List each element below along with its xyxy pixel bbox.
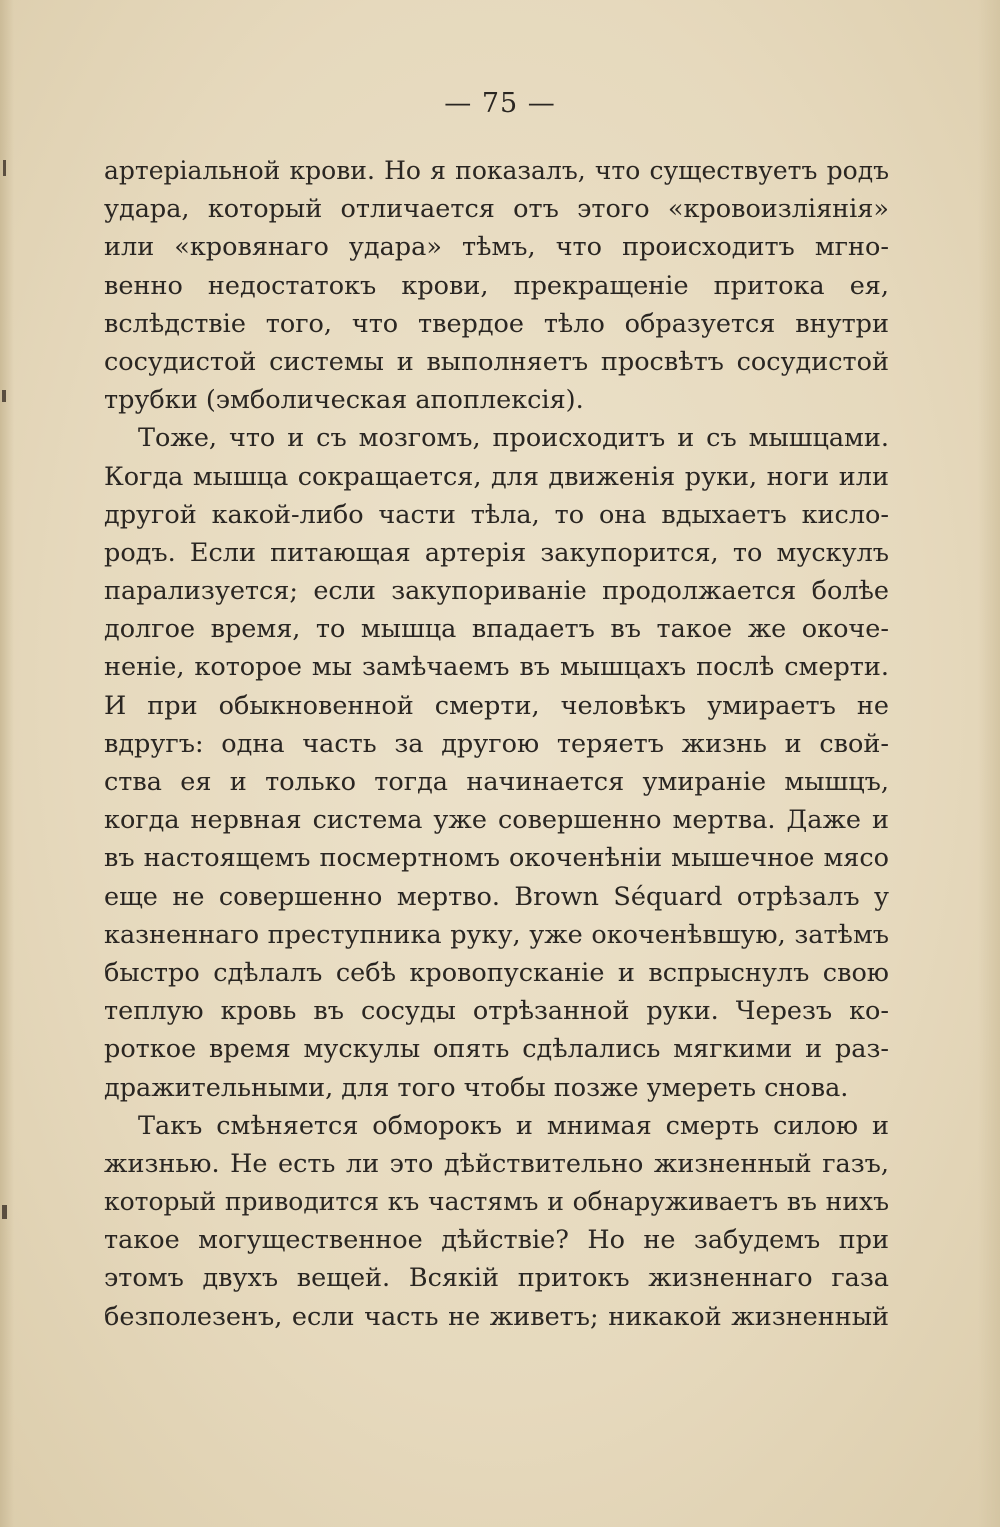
text-line: удара, который отличается отъ этого «кровоизліянія» (104, 194, 889, 225)
text-line: долгое время, то мышца впадаетъ въ такое же окоче- (104, 614, 889, 645)
text-line: артеріальной крови. Но я показалъ, что существуетъ родъ (104, 156, 889, 185)
margin-mark (2, 1205, 7, 1219)
page-number: — 75 — (444, 88, 556, 119)
text-line: который приводится къ частямъ и обнаруживаетъ въ нихъ (104, 1187, 889, 1217)
text-line: вслѣдствіе того, что твердое тѣло образуется внутри (104, 308, 889, 339)
text-line: ства ея и только тогда начинается умираніе мышцъ, (104, 767, 889, 797)
text-line: родъ. Если питающая артерія закупорится, то мускулъ (104, 537, 889, 568)
text-line: другой какой-либо части тѣла, то она вдыхаетъ кисло- (104, 499, 889, 530)
text-line: дражительными, для того чтобы позже умереть снова. (104, 1072, 849, 1103)
text-line: Такъ смѣняется обморокъ и мнимая смерть силою и (138, 1110, 889, 1141)
text-line: когда нервная система уже совершенно мертва. Даже и (104, 805, 889, 836)
text-line: сосудистой системы и выполняетъ просвѣтъ сосудистой (104, 346, 889, 377)
text-line: И при обыкновенной смерти, человѣкъ умираетъ не (104, 690, 889, 721)
page-left-edge-shadow (0, 0, 14, 1527)
text-line: неніе, которое мы замѣчаемъ въ мышцахъ послѣ смерти. (104, 652, 889, 683)
text-line: быстро сдѣлалъ себѣ кровопусканіе и вспрыснулъ свою (104, 957, 889, 988)
text-line: венно недостатокъ крови, прекращеніе притока ея, (104, 270, 889, 301)
margin-mark (3, 160, 6, 176)
text-line: теплую кровь въ сосуды отрѣзанной руки. Черезъ ко- (104, 996, 889, 1027)
text-line: Когда мышца сокращается, для движенія руки, ноги или (104, 461, 889, 492)
text-line: въ настоящемъ посмертномъ окоченѣніи мышечное мясо (104, 843, 889, 874)
body-text (104, 152, 889, 1336)
margin-mark (2, 390, 6, 402)
text-line: еще не совершенно мертво. Brown Séquard отрѣзалъ у (104, 881, 889, 912)
text-line: трубки (эмболическая апоплексія). (104, 385, 584, 416)
text-line: этомъ двухъ вещей. Всякій притокъ жизненнаго газа (104, 1263, 889, 1294)
text-line: такое могущественное дѣйствіе? Но не забудемъ при (104, 1225, 889, 1256)
text-line: парализуется; если закупориваніе продолжается болѣе (104, 576, 889, 607)
text-line: казненнаго преступника руку, уже окоченѣвшую, затѣмъ (104, 919, 889, 950)
text-line: роткое время мускулы опять сдѣлались мягкими и раз- (104, 1034, 889, 1065)
page-right-edge-shadow (978, 0, 1000, 1527)
text-line: Тоже, что и съ мозгомъ, происходитъ и съ мышцами. (138, 423, 889, 454)
text-line: жизнью. Не есть ли это дѣйствительно жизненный газъ, (104, 1148, 889, 1179)
text-line: или «кровянаго удара» тѣмъ, что происходитъ мгно- (104, 232, 889, 263)
text-line: безполезенъ, если часть не живетъ; никакой жизненный (104, 1301, 889, 1332)
text-line: вдругъ: одна часть за другою теряетъ жизнь и свой- (104, 728, 889, 759)
